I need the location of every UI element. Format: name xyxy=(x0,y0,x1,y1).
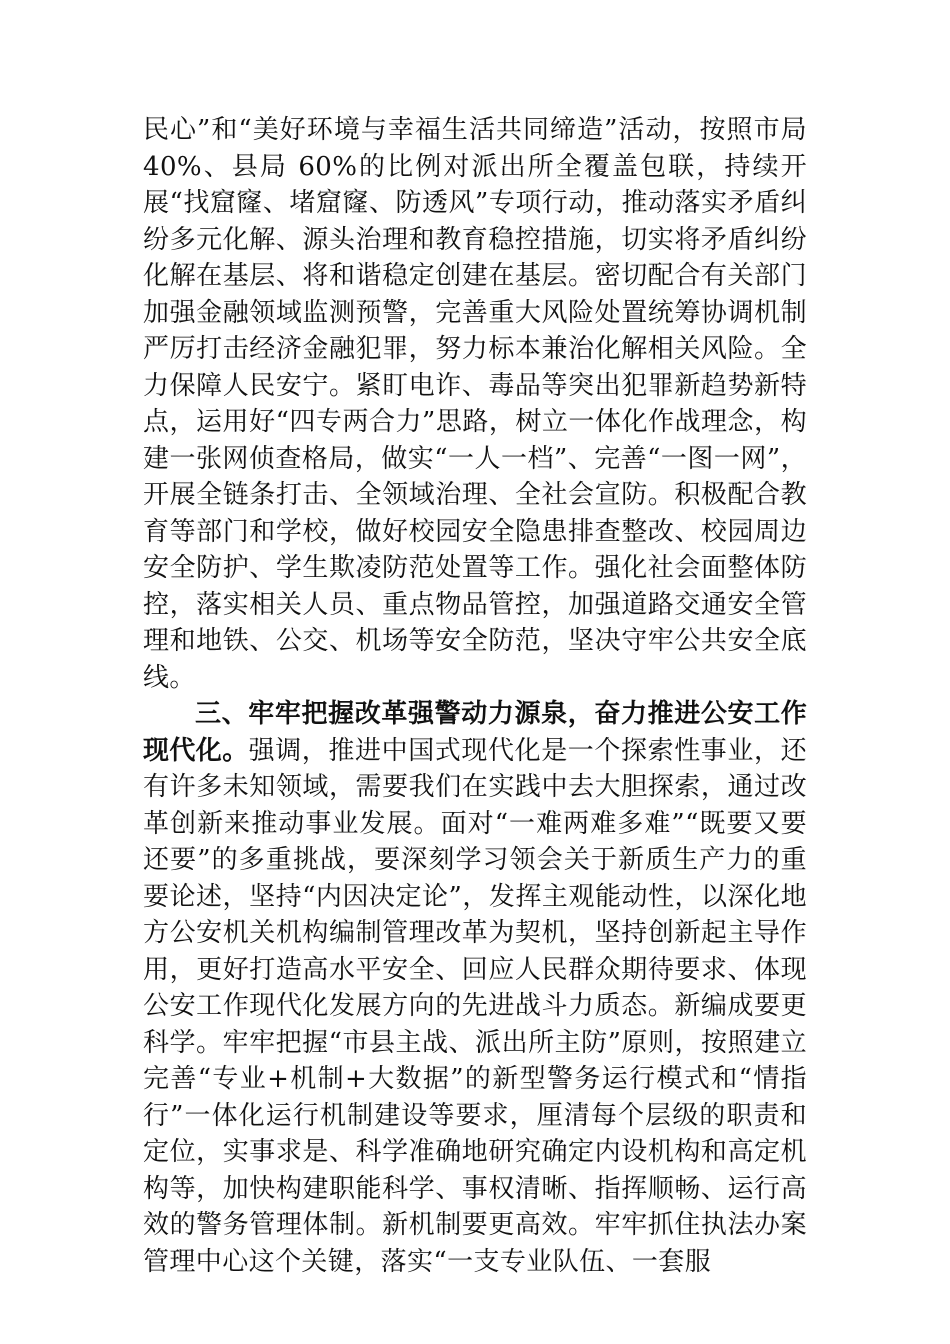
document-body xyxy=(143,112,807,1280)
paragraph-section-3 xyxy=(143,696,807,1280)
paragraph-continuation: 民心”和“美好环境与幸福生活共同缔造”活动，按照市局 40%、县局 60%的比例对派出所全覆盖包联，持续开展“找窟窿、堵窟窿、防透风”专项行动，推动落实矛盾纠纷多元化解、源头治理和教育稳控措施，切实将矛盾纠纷化解在基层、将和谐稳定创建在基层。密切配合有关部门加强金融领域监测预警，完善重大风险处置统筹协调机制严厉打击经济金融犯罪，努力标本兼治化解相关风险。全力保障人民安宁。紧盯电诈、毒品等突出犯罪新趋势新特点，运用好“四专两合力”思路，树立一体化作战理念，构建一张网侦查格局，做实“一人一档”、完善“一图一网”，开展全链条打击、全领域治理、全社会宣防。积极配合教育等部门和学校，做好校园安全隐患排查整改、校园周边安全防护、学生欺凌防范处置等工作。强化社会面整体防控，落实相关人员、重点物品管控，加强道路交通安全管理和地铁、公交、机场等安全防范，坚决守牢公共安全底线。 xyxy=(143,115,807,693)
section-3-heading: 三、牢牢把握改革强警动力源泉，奋力推进公安工作现代化。 xyxy=(143,699,807,766)
section-3-body: 强调，推进中国式现代化是一个探索性事业，还有许多未知领域，需要我们在实践中去大胆探索，通过改革创新来推动事业发展。面对“一难两难多难”“既要又要还要”的多重挑战，要深刻学习领会关于新质生产力的重要论述，坚持“内因决定论”，发挥主观能动性，以深化地方公安机关机构编制管理改革为契机，坚持创新起主导作用，更好打造高水平安全、回应人民群众期待要求、体现公安工作现代化发展方向的先进战斗力质态。新编成要更科学。牢牢把握“市县主战、派出所主防”原则，按照建立完善“专业+机制+大数据”的新型警务运行模式和“情指行”一体化运行机制建设等要求，厘清每个层级的职责和定位，实事求是、科学准确地研究确定内设机构和高定机构等，加快构建职能科学、事权清晰、指挥顺畅、运行高效的警务管理体制。新机制要更高效。牢牢抓住执法办案管理中心这个关键，落实“一支专业队伍、一套服 xyxy=(143,735,807,1277)
